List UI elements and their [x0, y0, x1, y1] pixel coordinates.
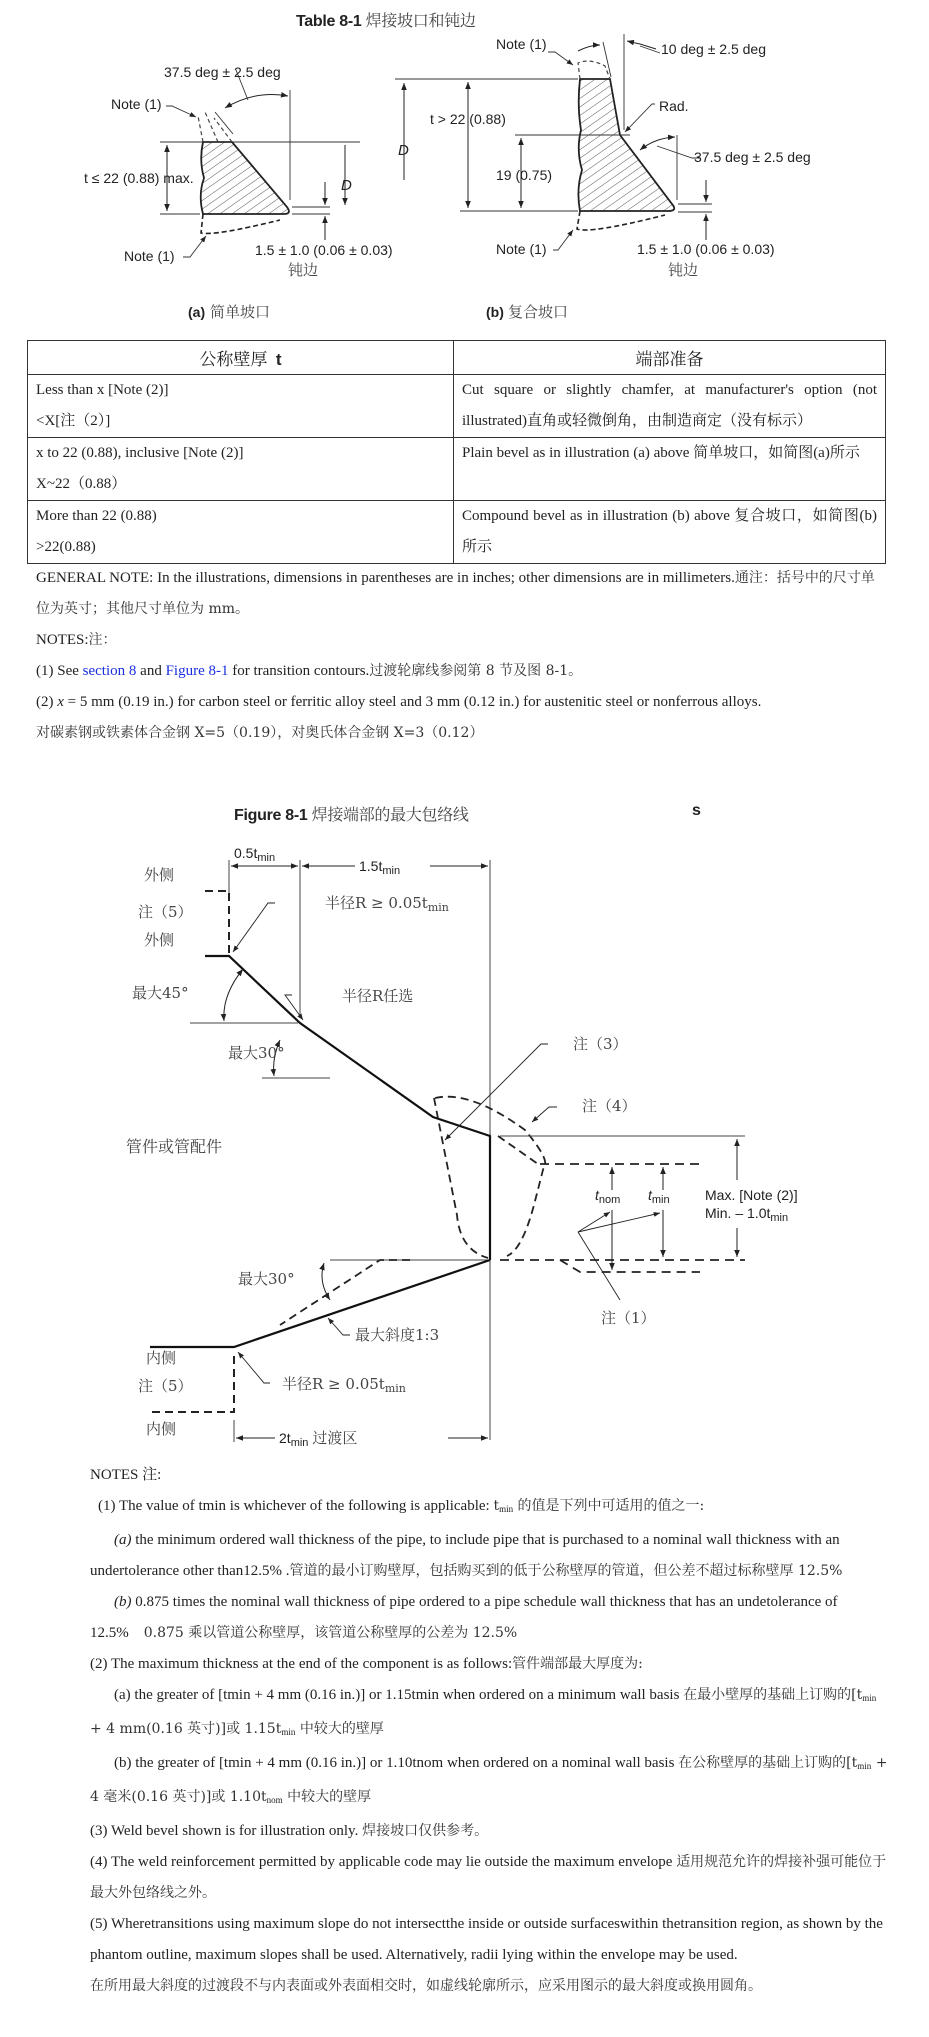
label-min: Min. – $1.0t_{min}$ [705, 1205, 789, 1224]
weld-bevel-outline [434, 1098, 488, 1258]
note-label-b-top: Note (1) [496, 36, 547, 52]
figure-note-1-en: (1) The value of tmin is whichever of the following is applicable: [98, 1498, 494, 1514]
table-cell-thickness [28, 438, 454, 501]
bevel-a-phantom-bottom [201, 214, 280, 233]
figure-note-1 [90, 1491, 890, 1525]
label-inside: 内侧 [146, 1349, 177, 1367]
figure-note-1a [90, 1525, 890, 1587]
table-row [28, 375, 886, 438]
label-note4: 注（4） [582, 1097, 637, 1115]
section-8-link[interactable]: section 8 [82, 663, 137, 679]
label-note1: 注（1） [601, 1309, 656, 1327]
figure-note-2b-sub2: nom [266, 1795, 283, 1805]
figure-note-2a-cn: 在最小壁厚的基础上订购的[t [683, 1687, 863, 1703]
bevel-b-phantom-bottom [577, 211, 665, 230]
figure-note-2a-en: (a) the greater of [tmin + 4 mm (0.16 in.)] or 1.15tmin when ordered on a minimum wall basis [114, 1687, 684, 1703]
label-radius-bottom: 半径$R \ge 0.05t_{min}$ [282, 1375, 406, 1395]
outside-phantom [205, 891, 229, 955]
d-label-a: D [341, 177, 352, 194]
caption-b: 复合坡口 [508, 303, 569, 321]
figure-note-1b-en: 0.875 times the nominal wall thickness of pipe ordered to a pipe schedule wall thickness that has an undetolerance of 12.5% [90, 1594, 838, 1641]
note-1-cn: 过渡轮廓线参阅第 8 节及图 8-1。 [369, 663, 583, 679]
table-title-cn: 焊接坡口和钝边 [365, 13, 476, 30]
label-max-slope: 最大斜度1:3 [355, 1326, 440, 1344]
figure-note-4-cn: 适用规范允许的焊接补强可能位于最大外包络线之外。 [90, 1854, 887, 1901]
general-note [36, 563, 886, 625]
land-cn-label-a: 钝边 [288, 261, 319, 279]
table-header-row [28, 341, 886, 375]
figure-note-3-en: (3) Weld bevel shown is for illustration only. [90, 1823, 363, 1839]
label-half-tmin: $0.5t_{min}$ [234, 845, 276, 864]
table-cell-thickness [28, 501, 454, 564]
land-label-a: 1.5 ± 1.0 (0.06 ± 0.03) [255, 242, 393, 258]
note-2-en: = 5 mm (0.19 in.) for carbon steel or ferritic alloy steel and 3 mm (0.12 in.) for austenitic steel or nonferrous alloys. [63, 694, 762, 710]
angle-top-label-b: 10 deg ± 2.5 deg [661, 41, 766, 57]
cell-text-en: Less than x [Note (2)] [36, 382, 169, 398]
figure-note-5-cn: 在所用最大斜度的过渡段不与内表面或外表面相交时，如虚线轮廓所示，应采用图示的最大斜度或换用圆角。 [90, 1978, 762, 1994]
angle-arrow [225, 95, 288, 109]
table-cell-thickness [28, 375, 454, 438]
label-radius-optional: 半径R任选 [342, 987, 414, 1005]
figure-note-2-en: (2) The maximum thickness at the end of the component is as follows: [90, 1656, 513, 1672]
note-2-cn-line [36, 718, 886, 749]
note-2-prefix: (2) [36, 694, 58, 710]
d-label-b: D [398, 142, 409, 159]
angle-bottom-label-b: 37.5 deg ± 2.5 deg [694, 149, 811, 165]
figure-8-1-link[interactable]: Figure 8-1 [165, 663, 229, 679]
note-2-cn: 对碳素钢或铁素体合金钢 X=5（0.19），对奥氏体合金钢 X=3（0.12） [36, 725, 484, 741]
illustration-b [395, 34, 811, 321]
figure-note-4 [90, 1847, 890, 1909]
header-col1-symbol: t [275, 350, 282, 369]
angle-45-arc [224, 969, 243, 1021]
angle-label-a: 37.5 deg ± 2.5 deg [164, 64, 281, 80]
thickness-label-a: t ≤ 22 (0.88) max. [84, 170, 194, 186]
label-max30-top: 最大30° [228, 1044, 285, 1062]
land-cn-label-b: 钝边 [668, 261, 699, 279]
height19-label: 19 (0.75) [496, 167, 553, 183]
figure-title-number: Figure 8-1 [234, 807, 308, 824]
illustration-a [84, 64, 393, 321]
cell-text-en: More than 22 (0.88) [36, 508, 157, 524]
bevel-b-phantom-top [578, 61, 610, 79]
table-cell-preparation: Plain bevel as in illustration (a) above 简单坡口，如简图(a)所示 [454, 438, 886, 501]
label-1-5-tmin: $1.5t_{min}$ [359, 858, 401, 877]
figure-note-5-cn-line [90, 1971, 890, 2002]
figure-note-2a [90, 1680, 890, 1748]
figure-note-2b [90, 1748, 890, 1816]
cell-text-en: x to 22 (0.88), inclusive [Note (2)] [36, 445, 244, 461]
label-max-note2: Max. [Note (2)] [705, 1187, 798, 1203]
cell-text-cn: X~22（0.88） [36, 476, 127, 492]
figure-note-2b-cn-mid: + 4 毫米(0.16 英寸)]或 1.10t [90, 1755, 888, 1805]
figure-title [234, 802, 469, 825]
figure-notes [90, 1460, 890, 2002]
figure-note-2a-sub1: min [862, 1693, 877, 1703]
caption-a: 简单坡口 [210, 303, 271, 321]
notes-heading-en: NOTES: [36, 632, 89, 648]
figure-note-2b-en: (b) the greater of [tmin + 4 mm (0.16 in.)] or 1.10tnom when ordered on a nominal wall basis [114, 1755, 679, 1771]
label-tnom: $t_{nom}$ [595, 1187, 621, 1206]
figure-note-4-en: (4) The weld reinforcement permitted by applicable code may lie outside the maximum envelope [90, 1854, 677, 1870]
note-1-and: and [136, 663, 166, 679]
max-envelope-drawing [0, 830, 929, 1450]
figure-note-3-cn: 焊接坡口仅供参考。 [362, 1823, 489, 1839]
figure-note-2b-sub1: min [857, 1761, 872, 1771]
figure-note-2a-cn-end: 中较大的壁厚 [295, 1721, 384, 1737]
label-outside: 外侧 [144, 931, 175, 949]
table-row [28, 438, 886, 501]
figure-title-cn: 焊接端部的最大包络线 [311, 807, 469, 824]
label-note5-bottom: 注（5） [138, 1377, 193, 1395]
label-tmin: $t_{min}$ [648, 1187, 670, 1206]
figure-note-3 [90, 1816, 890, 1847]
note-1-prefix: (1) See [36, 663, 83, 679]
figure-note-1b [90, 1587, 890, 1649]
figure-notes-heading: NOTES 注: [90, 1467, 162, 1483]
label-component: 管件或管配件 [126, 1137, 223, 1156]
land-label-b: 1.5 ± 1.0 (0.06 ± 0.03) [637, 241, 775, 257]
stray-s-mark: s [692, 802, 701, 819]
header-nominal-thickness [28, 341, 454, 375]
figure-note-1a-cn: 管道的最小订购壁厚，包括购买到的低于公称壁厚的管道，但公差不超过标称壁厚 12.5% [289, 1563, 843, 1579]
label-max45: 最大45° [132, 984, 189, 1002]
thickness-label-b: t > 22 (0.88) [430, 111, 506, 127]
label-outside-top: 外侧 [144, 866, 175, 884]
label-max30-bottom: 最大30° [238, 1270, 295, 1288]
header-end-preparation: 端部准备 [454, 341, 886, 375]
figure-note-5-en: (5) Wheretransitions using maximum slope do not intersectthe inside or outside surfaceswithin thetransition region, as shown by the phantom outline, maximum slopes shall be used. Alternatively, radii lying within the envelope may be used. [90, 1916, 883, 1963]
figure-note-2-cn: 管件端部最大厚度为: [512, 1656, 643, 1672]
figure-note-1a-label: (a) [114, 1532, 132, 1548]
label-note3: 注（3） [573, 1035, 628, 1053]
note-2-x: x [57, 694, 64, 710]
bevel-illustrations [0, 0, 929, 330]
notes-heading-cn: 注： [88, 632, 117, 648]
inside-phantom-slope [280, 1260, 410, 1325]
table-cell-preparation: Cut square or slightly chamfer, at manufacturer's option (not illustrated)直角或轻微倒角，由制造商定（没有标示） [454, 375, 886, 438]
note-2 [36, 687, 886, 718]
cell-text-cn: >22(0.88) [36, 539, 96, 555]
note-label-b-bottom: Note (1) [496, 241, 547, 257]
note4-leader [532, 1107, 557, 1122]
figure-note-2b-cn: 在公称壁厚的基础上订购的[t [678, 1755, 858, 1771]
label-radius-top: 半径$R \ge 0.05t_{min}$ [325, 894, 449, 914]
notes-heading [36, 625, 886, 656]
general-note-cn: 通注：括号中的尺寸单位为英寸；其他尺寸单位为 mm。 [36, 570, 875, 617]
note-label-a-top: Note (1) [111, 96, 162, 112]
table-notes [36, 563, 886, 749]
figure-note-1a-en: the minimum ordered wall thickness of the pipe, to include pipe that is purchased to a nominal wall thickness with an undertolerance other than12.5% . [90, 1532, 840, 1579]
header-col1-text: 公称壁厚 [199, 350, 268, 369]
cell-text-cn: <X[注（2）] [36, 413, 111, 429]
rad-label-b: Rad. [659, 98, 689, 114]
caption-letter-b: (b) [486, 304, 504, 320]
label-transition: $2t_{min}$ 过渡区 [279, 1429, 358, 1449]
figure-note-2a-cn-mid: + 4 mm(0.16 英寸)]或 1.15t [90, 1721, 282, 1737]
table-cell-preparation: Compound bevel as in illustration (b) above 复合坡口，如简图(b)所示 [454, 501, 886, 564]
table-row [28, 501, 886, 564]
figure-note-2 [90, 1649, 890, 1680]
figure-note-1-t: t [493, 1498, 500, 1514]
figure-note-1b-label: (b) [114, 1594, 132, 1610]
figure-note-2a-sub2: min [281, 1727, 296, 1737]
figure-note-5 [90, 1909, 890, 1971]
table-title-number: Table 8-1 [296, 13, 362, 30]
note1-leader [578, 1232, 620, 1300]
label-inside-bottom: 内侧 [146, 1420, 177, 1438]
general-note-en: GENERAL NOTE: In the illustrations, dimensions in parentheses are in inches; other dimensions are in millimeters. [36, 570, 735, 586]
figure-note-1-cn: 的值是下列中可适用的值之一: [513, 1498, 705, 1514]
end-preparation-table [27, 340, 886, 564]
note-1-suffix: for transition contours. [228, 663, 370, 679]
bevel-a-section [201, 142, 289, 214]
note-label-a-bottom: Note (1) [124, 248, 175, 264]
caption-letter-a: (a) [188, 304, 206, 320]
figure-note-1-sub: min [499, 1504, 514, 1514]
figure-note-1b-cn: 0.875 乘以管道公称壁厚，该管道公称壁厚的公差为 12.5% [143, 1625, 518, 1641]
label-note5-top: 注（5） [138, 903, 193, 921]
figure-note-2b-cn-end: 中较大的壁厚 [282, 1789, 372, 1805]
note-1 [36, 656, 886, 687]
